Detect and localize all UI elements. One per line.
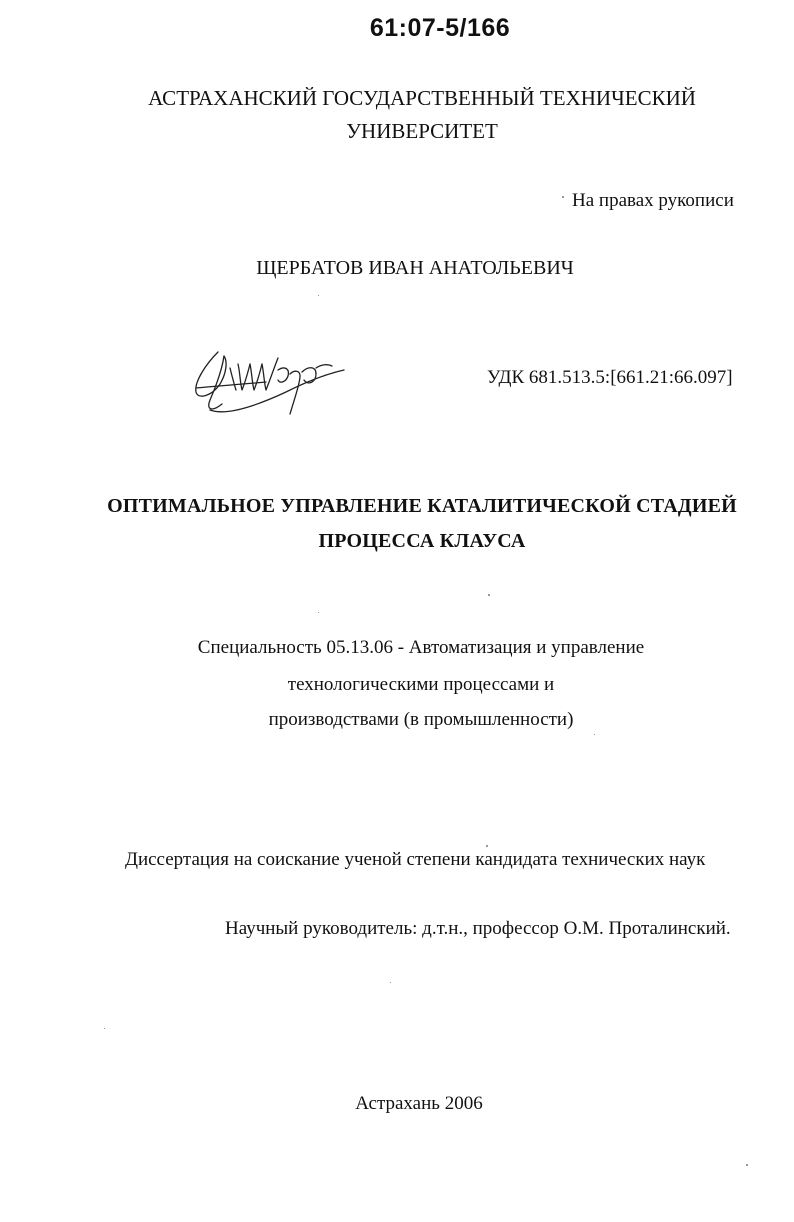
scientific-advisor: Научный руководитель: д.т.н., профессор О.М. Проталинский. [225,918,731,939]
author-name: ЩЕРБАТОВ ИВАН АНАТОЛЬЕВИЧ [256,257,574,279]
archive-stamp: 61:07-5/166 [369,14,511,42]
scan-speck [488,594,490,596]
scan-speck [562,196,564,198]
rights-note: На правах рукописи [572,190,734,211]
dissertation-statement: Диссертация на соискание ученой степени кандидата технических наук [125,849,706,870]
scan-speck [486,845,488,847]
university-name-line-2: УНИВЕРСИТЕТ [346,119,498,143]
scan-speck [594,734,595,735]
udk-code: УДК 681.513.5:[661.21:66.097] [487,367,733,388]
dissertation-title-line-1: ОПТИМАЛЬНОЕ УПРАВЛЕНИЕ КАТАЛИТИЧЕСКОЙ СТАДИЕЙ [107,495,737,517]
dissertation-title-line-2: ПРОЦЕССА КЛАУСА [318,530,526,552]
specialty-line-3: производствами (в промышленности) [268,709,574,730]
scan-speck [746,1164,748,1166]
scan-speck [318,295,319,296]
university-name-line-1: АСТРАХАНСКИЙ ГОСУДАРСТВЕННЫЙ ТЕХНИЧЕСКИЙ [148,86,696,110]
handwritten-signature [186,330,346,420]
scan-speck [104,1028,105,1029]
scan-speck [318,612,319,613]
specialty-line-2: технологическими процессами и [287,674,555,695]
specialty-line-1: Специальность 05.13.06 - Автоматизация и управление [197,637,645,658]
city-year: Астрахань 2006 [355,1093,483,1114]
scan-speck [390,982,391,983]
